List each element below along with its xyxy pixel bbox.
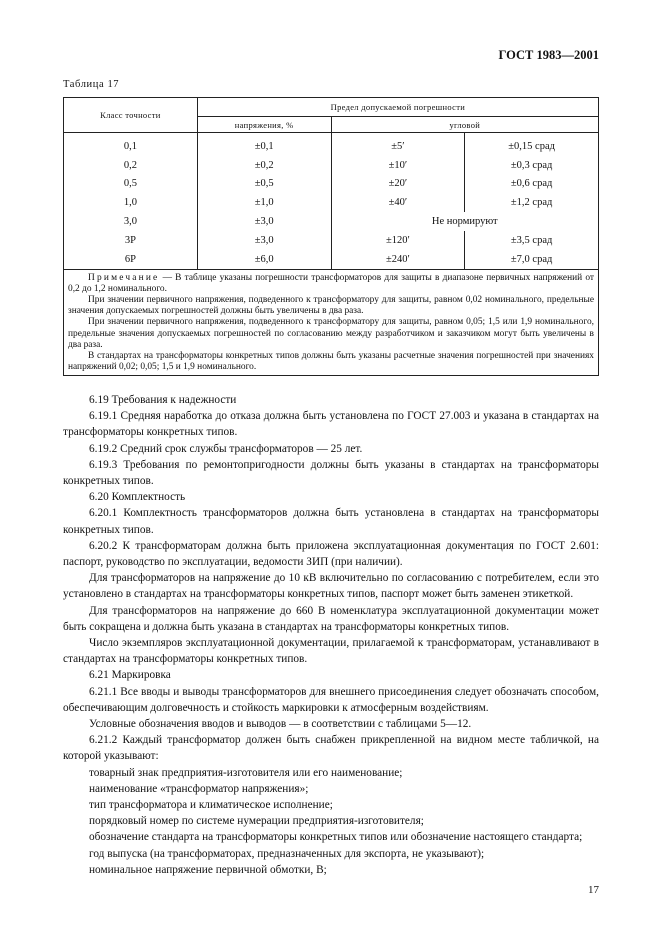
cell-class: 0,1: [64, 133, 198, 156]
cell-voltage: ±1,0: [197, 193, 331, 212]
cell-voltage: ±6,0: [197, 250, 331, 269]
paragraph: Для трансформаторов на напряжение до 10 кВ включительно по согласованию с потребителем, если это установлено в стандартах на трансформаторы конкретных типов, паспорт может быть заменен этикеткой.: [63, 572, 599, 601]
list-item: товарный знак предприятия-изготовителя или его наименование;: [89, 766, 403, 779]
cell-angle-crad: ±3,5 срад: [465, 231, 599, 250]
cell-class: 3,0: [64, 212, 198, 231]
cell-voltage: ±3,0: [197, 231, 331, 250]
note-paragraph: При значении первичного напряжения, подведенного к трансформатору для защиты, равном 0,05; 1,5 или 1,9 номинального, предельные значения допускаемых погрешностей по согласованию между разработчиком и заказчиком могут быть увеличены в два раза.: [68, 317, 594, 350]
cell-class: 0,2: [64, 156, 198, 175]
cell-angle-min: ±5′: [331, 133, 465, 156]
paragraph: 6.19.1 Средняя наработка до отказа должна быть установлена по ГОСТ 27.003 и указана в стандартах на трансформаторы конкретных типов.: [63, 410, 599, 439]
table-row: [64, 175, 599, 194]
table-row: [64, 231, 599, 250]
cell-voltage: ±0,1: [197, 133, 331, 156]
cell-angle-crad: ±0,3 срад: [465, 156, 599, 175]
paragraph: 6.19.2 Средний срок службы трансформаторов — 25 лет.: [89, 442, 363, 455]
paragraph: 6.20.1 Комплектность трансформаторов должна быть установлена в стандартах на трансформаторы конкретных типов.: [63, 507, 599, 536]
cell-voltage: ±3,0: [197, 212, 331, 231]
header-accuracy-class: Класс точности: [64, 98, 198, 133]
table-row: [64, 250, 599, 269]
cell-class: 6Р: [64, 250, 198, 269]
note-paragraph: В стандартах на трансформаторы конкретных типов должны быть указаны расчетные значения погрешностей при значениях напряжений 0,02; 0,05; 1,5 и 1,9 номинального.: [68, 351, 594, 373]
list-item: тип трансформатора и климатическое исполнение;: [89, 799, 333, 812]
list-item: обозначение стандарта на трансформаторы конкретных типов или обозначение настоящего стандарта;: [89, 831, 583, 844]
table-note: [64, 269, 599, 376]
header-error-limit: Предел допускаемой погрешности: [197, 98, 598, 117]
header-angle-error: угловой: [331, 117, 598, 133]
accuracy-table-container: [63, 97, 599, 376]
list-item: год выпуска (на трансформаторах, предназначенных для экспорта, не указывают);: [89, 847, 485, 860]
paragraph: Число экземпляров эксплуатационной документации, прилагаемой к трансформаторам, устанавливают в стандартах на трансформаторы конкретных типов.: [63, 637, 599, 666]
cell-angle-min: ±40′: [331, 193, 465, 212]
cell-angle-crad: ±0,6 срад: [465, 175, 599, 194]
table-note-row: [64, 269, 599, 376]
page-number: 17: [588, 884, 599, 896]
list-item: наименование «трансформатор напряжения»;: [89, 782, 309, 795]
cell-class: 3Р: [64, 231, 198, 250]
cell-angle-min: ±20′: [331, 175, 465, 194]
cell-class: 0,5: [64, 175, 198, 194]
cell-angle-crad: ±1,2 срад: [465, 193, 599, 212]
table-row: [64, 212, 599, 231]
table-row: [64, 156, 599, 175]
paragraph: 6.20.2 К трансформаторам должна быть приложена эксплуатационная документация по ГОСТ 2.601: паспорт, руководство по эксплуатации, ведомости ЗИП (при наличии).: [63, 539, 599, 569]
section-heading: 6.21 Маркировка: [89, 669, 171, 682]
paragraph: 6.21.2 Каждый трансформатор должен быть снабжен прикрепленной на видном месте табличкой, на которой указывают:: [63, 734, 599, 763]
body-text: [63, 392, 599, 878]
table-row: [64, 193, 599, 212]
paragraph: 6.21.1 Все вводы и выводы трансформаторов для внешнего присоединения следует обозначать способом, обеспечивающим долговечность и стойкость маркировки к атмосферным воздействиям.: [63, 685, 599, 714]
note-paragraph: При значении первичного напряжения, подведенного к трансформатору для защиты, равном 0,02 номинального, предельные значения допускаемых погрешностей должны быть увеличены в два раза.: [68, 294, 594, 317]
cell-voltage: ±0,5: [197, 175, 331, 194]
cell-angle-min: ±240′: [331, 250, 465, 269]
list-item: порядковый номер по системе нумерации предприятия-изготовителя;: [89, 815, 424, 828]
cell-angle-not-normalized: Не нормируют: [331, 212, 598, 231]
paragraph: Условные обозначения вводов и выводов — в соответствии с таблицами 5—12.: [89, 718, 472, 731]
table-label: Таблица 17: [63, 79, 120, 90]
list-item: номинальное напряжение первичной обмотки, В;: [89, 863, 327, 876]
note-lead: Примечание: [88, 272, 160, 283]
cell-angle-crad: ±7,0 срад: [465, 250, 599, 269]
note-text: — В таблице указаны погрешности трансформаторов для защиты в диапазоне первичных напряжений от 0,2 до 1,2 номинального.: [68, 272, 594, 294]
section-heading: 6.20 Комплектность: [89, 491, 186, 504]
cell-angle-min: ±10′: [331, 156, 465, 175]
cell-voltage: ±0,2: [197, 156, 331, 175]
cell-class: 1,0: [64, 193, 198, 212]
paragraph: 6.19.3 Требования по ремонтопригодности должны быть указаны в стандартах на трансформаторы конкретных типов.: [63, 458, 599, 488]
document-id: ГОСТ 1983—2001: [498, 48, 599, 62]
header-voltage-error: напряжения, %: [197, 117, 331, 133]
section-heading: 6.19 Требования к надежности: [89, 394, 237, 406]
accuracy-table: [63, 97, 599, 376]
cell-angle-min: ±120′: [331, 231, 465, 250]
paragraph: Для трансформаторов на напряжение до 660 В номенклатура эксплуатационной документации может быть сокращена и должна быть указана в стандартах на трансформаторы конкретных типов.: [63, 604, 599, 633]
cell-angle-crad: ±0,15 срад: [465, 133, 599, 156]
table-row: [64, 133, 599, 156]
note-paragraph: [68, 273, 594, 295]
